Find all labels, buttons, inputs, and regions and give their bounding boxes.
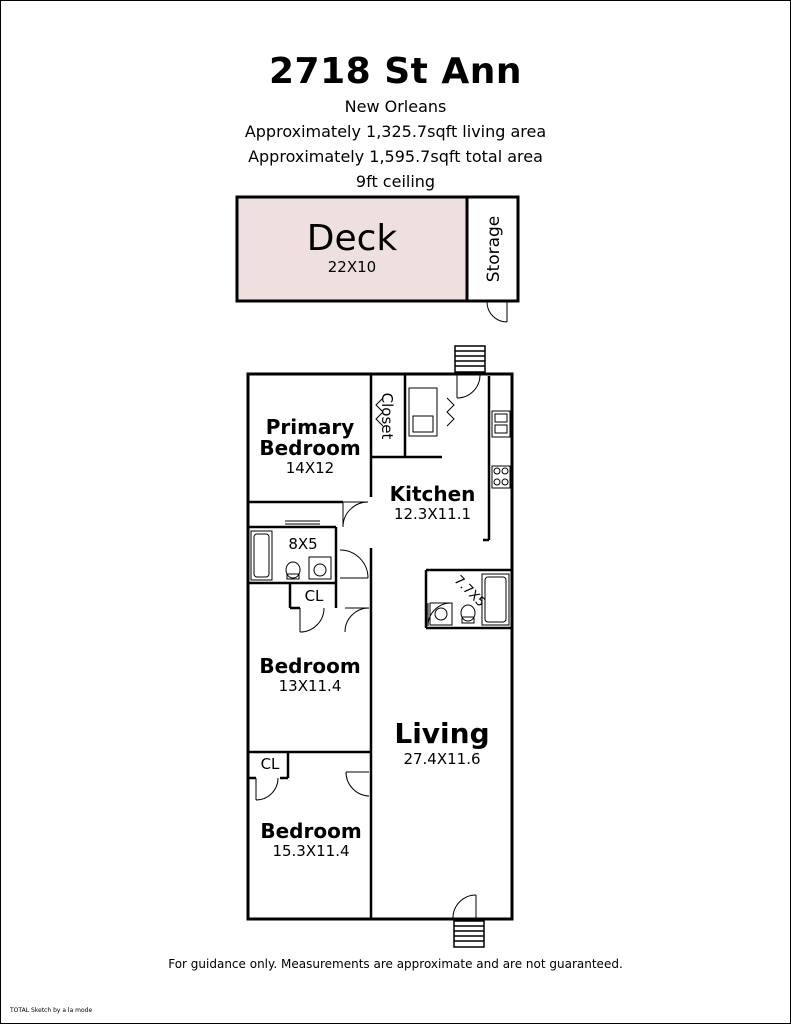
deck-label <box>237 220 467 276</box>
cl2-label <box>250 755 290 773</box>
deck-dimensions: 22X10 <box>327 258 377 276</box>
living-label <box>372 718 512 768</box>
kitchen-fixtures <box>409 388 510 488</box>
bedroom2-name: Bedroom <box>259 654 361 678</box>
kitchen-dimensions: 12.3X11.1 <box>393 505 472 523</box>
ceiling-height: 9ft ceiling <box>355 172 436 191</box>
cl1-name: CL <box>304 587 324 605</box>
bottom-steps <box>454 921 484 947</box>
bedroom2-dimensions: 13X11.4 <box>278 677 342 695</box>
closet-label <box>375 376 399 456</box>
disclaimer: For guidance only. Measurements are approximate and are not guaranteed. <box>168 957 623 971</box>
living-dimensions: 27.4X11.6 <box>403 750 481 768</box>
top-door <box>457 375 480 398</box>
bedroom2-label <box>250 656 370 695</box>
bedroom3-label <box>250 821 372 860</box>
bedroom3-name: Bedroom <box>260 819 362 843</box>
bottom-door <box>453 895 476 918</box>
kitchen-name: Kitchen <box>389 482 476 506</box>
cl2-name: CL <box>260 755 280 773</box>
closet-name: Closet <box>378 392 396 440</box>
living-area: Approximately 1,325.7sqft living area <box>244 122 547 141</box>
primary-bedroom-name-2: Bedroom <box>259 436 361 460</box>
bedroom3-dimensions: 15.3X11.4 <box>272 842 350 860</box>
living-name: Living <box>394 717 490 750</box>
bath1-dimensions: 8X5 <box>288 535 318 553</box>
storage-name: Storage <box>484 215 504 283</box>
cl1-label <box>292 587 336 605</box>
primary-bedroom-name-1: Primary <box>265 415 355 439</box>
bath2-dimensions: 7.7X5 <box>450 572 489 611</box>
storage-door <box>487 302 507 322</box>
kitchen-label <box>375 484 490 523</box>
bath1-label <box>278 535 328 553</box>
property-title: 2718 St Ann <box>268 51 523 92</box>
storage-label <box>481 197 507 301</box>
primary-bedroom-dimensions: 14X12 <box>285 459 335 477</box>
deck-name: Deck <box>306 218 398 259</box>
city: New Orleans <box>344 97 447 116</box>
top-steps <box>455 346 485 372</box>
total-area: Approximately 1,595.7sqft total area <box>248 147 543 166</box>
software-credit: TOTAL Sketch by a la mode <box>10 1007 93 1014</box>
primary-bedroom-label <box>250 417 370 477</box>
